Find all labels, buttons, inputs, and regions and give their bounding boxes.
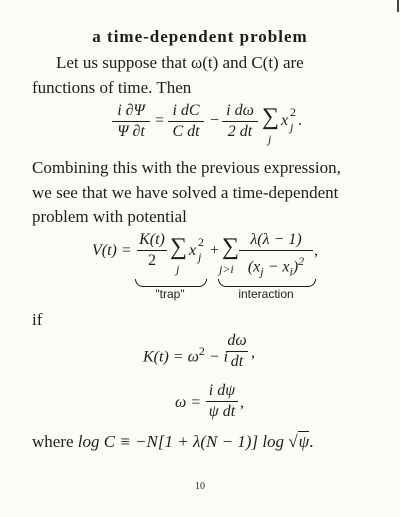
paragraph-2-line-3: problem with potential [32,207,187,226]
eq3-fraction [226,332,248,371]
eq1-minus: − [210,112,220,129]
eq1-sum-sign: ∑ [262,104,280,130]
paragraph-1-line-1: Let us suppose that ω(t) and C(t) are [56,53,304,72]
eq1-rhs-numerator: i dω [226,102,254,119]
eq2-plus: + [210,242,220,259]
section-title: a time-dependent problem [92,27,308,46]
eq2-sum1-subscript: j [198,250,202,264]
page-number: 10 [195,481,205,492]
trap-underbrace [135,279,207,287]
paragraph-1-line-2: functions of time. Then [32,78,192,97]
eq1-equals: = [155,112,165,129]
eq2-interaction-denominator: $(x_j - x_i)^2$ [247,254,305,279]
eq1-sum-index: j [268,132,272,146]
eq2-sum2-sign: ∑ [222,234,240,260]
eq1-mid-denominator: C dt [172,123,200,140]
eq1-rhs-fraction [222,102,258,141]
eq1-lhs-denominator: Ψ ∂t [117,123,145,140]
paragraph-2-line-2: we see that we have solved a time-dependent [32,183,339,202]
eq3-comma: , [251,344,255,361]
eq1-sum-term: x [281,112,289,129]
eq1-mid-fraction [168,102,204,141]
equation-2 [0,228,400,303]
interaction-label: interaction [238,287,294,301]
eq2-interaction-numerator: λ(λ − 1) [250,231,302,248]
eq1-rhs-denominator: 2 dt [227,123,253,140]
final-line-lead: where [32,432,78,451]
eq4-denominator: ψ dt [208,403,236,420]
eq1-lhs-fraction [112,102,150,141]
eq4-fraction [206,382,238,421]
eq2-sum1-index: j [176,262,180,276]
eq1-lhs-numerator: i ∂Ψ [117,102,145,119]
eq2-k-numerator: K(t) [139,231,165,248]
eq1-sum-superscript: 2 [290,105,296,119]
interaction-underbrace [218,279,316,287]
eq2-sum1-sign: ∑ [170,234,188,260]
equation-3 [0,330,400,374]
eq4-numerator: i dψ [208,382,236,399]
equation-4 [0,380,400,424]
eq4-comma: , [240,394,244,411]
eq2-sum1-term: x [189,242,197,259]
equation-1 [0,100,400,150]
eq4-lhs: ω = [175,394,202,411]
eq2-comma: , [314,242,318,259]
sqrt-psi: √ψ [288,432,310,451]
scan-edge-mark [397,0,399,12]
eq3-numerator: dω [227,332,247,349]
eq1-sum-subscript: j [290,120,294,134]
eq2-sum2-index: j>i [219,262,234,276]
eq2-k-denominator: 2 [148,252,156,269]
eq2-sum1-superscript: 2 [198,235,204,249]
final-line-expression: log C ≡ −N[1 + λ(N − 1)] log [77,432,289,451]
eq1-period: . [298,112,302,129]
eq3-lhs: $K(t) = \omega^2 - i$ [143,344,229,366]
eq2-k-fraction [137,231,167,270]
eq1-mid-numerator: i dC [172,102,200,119]
final-line-period: . [309,432,314,451]
if-word: if [32,310,43,329]
eq3-denominator: dt [230,353,244,370]
trap-label: "trap" [155,287,185,301]
eq2-interaction-fraction [239,231,313,281]
paragraph-2-line-1: Combining this with the previous expression, [32,158,341,177]
final-line [32,432,313,452]
eq2-lhs: V(t) = [92,242,132,259]
